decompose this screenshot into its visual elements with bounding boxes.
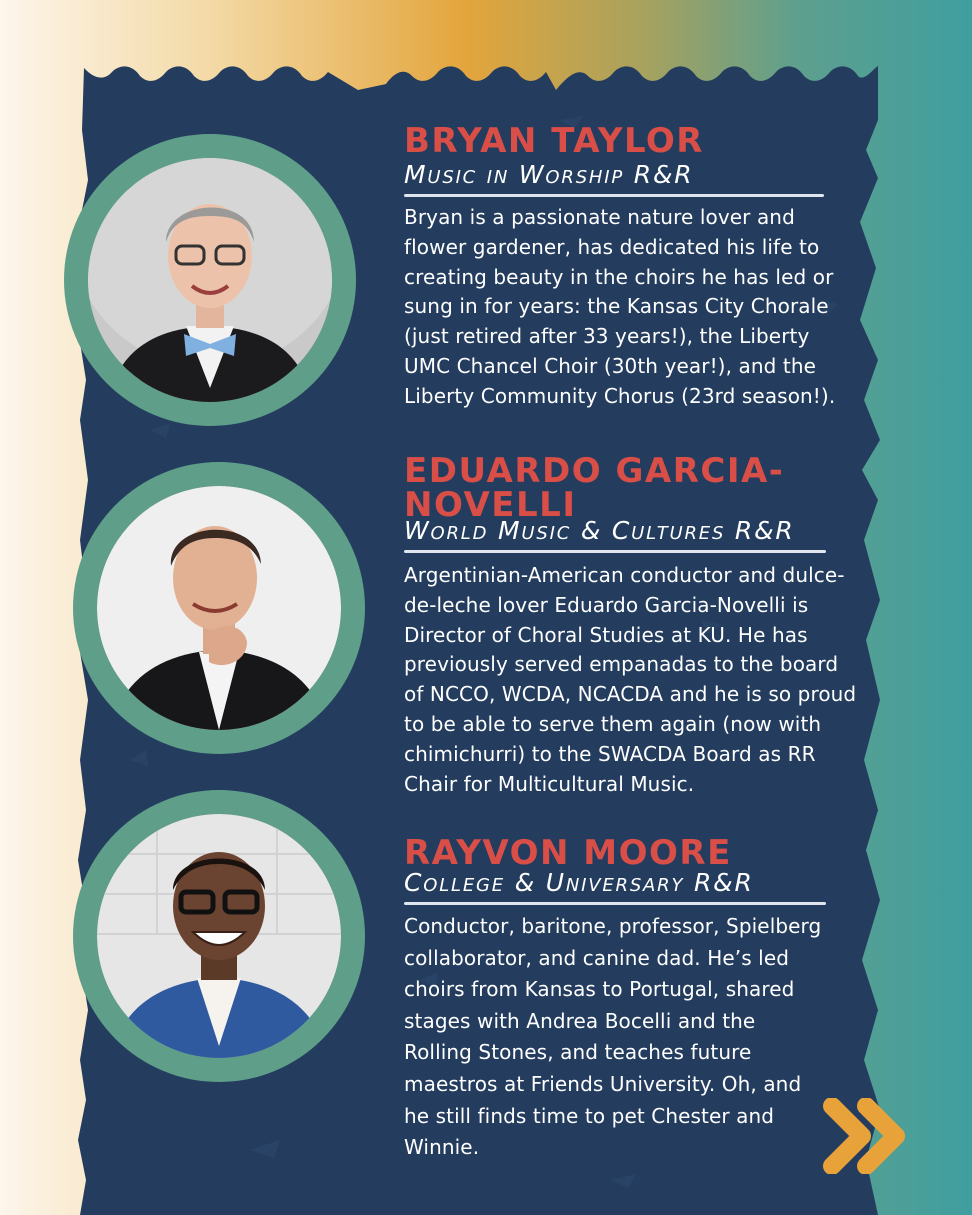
person-bio: Bryan is a passionate nature lover and flower gardener, has dedicated his life to creating beauty in the choirs he has led or sung in for years: the Kansas City Chorale (just retired after 33 years!), the Liberty UMC Chancel Choir (30th year!), and the Liberty Community Chorus (23rd season!). — [404, 205, 836, 408]
person-bio: Conductor, baritone, professor, Spielberg collaborator, and canine dad. He’s led choirs from Kansas to Portugal, shared stages with Andrea Bocelli and the Rolling Stones, and teaches future maestros at Friends University. Oh, and he still finds time to pet Chester and Winnie. — [404, 914, 822, 1160]
profile-entry — [404, 121, 860, 412]
person-bio: Argentinian-American conductor and dulce-de-leche lover Eduardo Garcia-Novelli is Director of Choral Studies at KU. He has previously served empanadas to the board of NCCO, WCDA, NCACDA and he is so proud to be able to serve them again (now with chimichurri) to the SWACDA Board as RR Chair for Multicultural Music. — [404, 563, 857, 796]
divider — [404, 902, 826, 905]
person-role: College & Universary R&R — [404, 868, 754, 897]
person-role: Music in Worship R&R — [404, 160, 694, 189]
photo-eduardo-garcia-novelli — [73, 462, 365, 754]
photo-bryan-taylor — [64, 134, 356, 426]
profile-entry — [404, 451, 860, 799]
divider — [404, 194, 824, 197]
portrait-image — [97, 486, 341, 730]
portrait-image — [97, 814, 341, 1058]
profile-entry — [404, 833, 860, 1164]
double-chevron-right-icon[interactable] — [822, 1098, 912, 1174]
person-name: RAYVON MOORE — [404, 833, 732, 873]
person-name: EDUARDO GARCIA-NOVELLI — [404, 451, 785, 525]
portrait-image — [88, 158, 332, 402]
divider — [404, 550, 826, 553]
person-name: BRYAN TAYLOR — [404, 121, 704, 161]
photo-rayvon-moore — [73, 790, 365, 1082]
person-role: World Music & Cultures R&R — [404, 516, 795, 545]
